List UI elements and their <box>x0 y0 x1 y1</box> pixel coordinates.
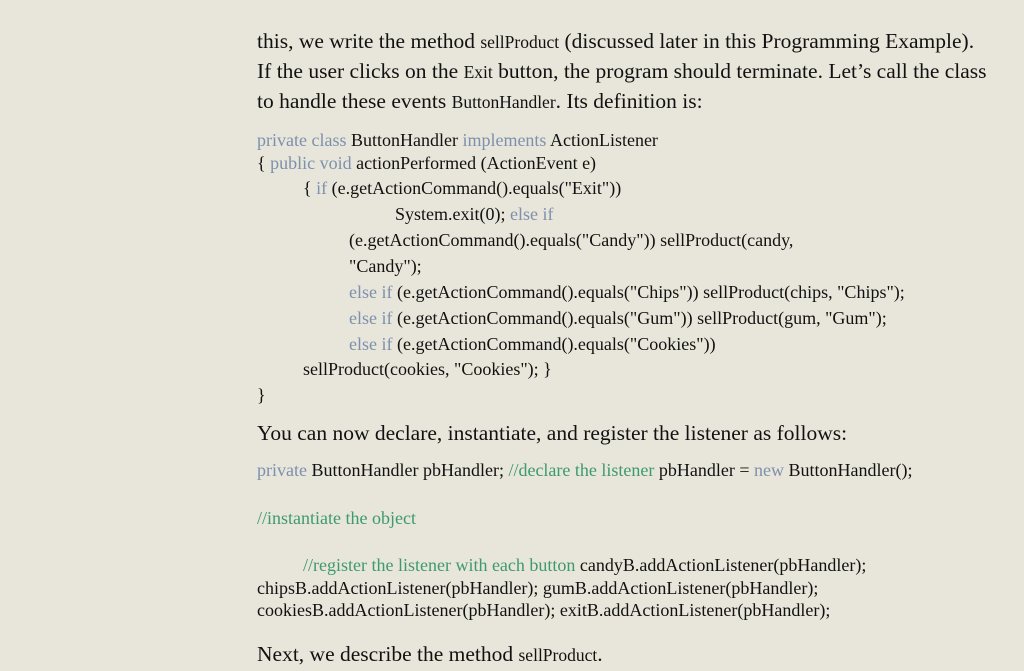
code-text: sellProduct(cookies, "Cookies"); } <box>303 359 552 379</box>
code-line-2 <box>257 150 596 176</box>
code-line-3 <box>257 175 621 201</box>
instantiate-comment-line <box>257 505 416 531</box>
next-paragraph <box>257 639 603 670</box>
code-text: System.exit(0); <box>395 204 510 224</box>
text: this, we write the method <box>257 29 481 53</box>
code-line-4 <box>257 201 553 227</box>
code-text: candyB.addActionListener(pbHandler); <box>575 555 867 575</box>
code-line-6 <box>257 253 422 279</box>
code-text: { <box>303 178 317 198</box>
code-text: "Candy"); <box>349 256 422 276</box>
inline-code: sellProduct <box>480 32 560 52</box>
intro-line-2 <box>257 56 987 87</box>
comment: //instantiate the object <box>257 508 416 528</box>
code-text: { <box>257 153 271 173</box>
keyword: else if <box>349 308 393 328</box>
keyword: implements <box>462 130 547 150</box>
keyword: else if <box>510 204 554 224</box>
code-text: pbHandler = <box>654 460 755 480</box>
text: Next, we describe the method <box>257 642 519 666</box>
text: button, the program should terminate. Let’s call the class <box>492 59 987 83</box>
code-text: } <box>257 385 266 405</box>
register-line-3 <box>257 597 830 623</box>
text: . Its definition is: <box>555 89 703 113</box>
code-text: chipsB.addActionListener(pbHandler); gumB.addActionListener(pbHandler); <box>257 578 819 598</box>
comment: //register the listener with each button <box>303 555 576 575</box>
code-text: actionPerformed (ActionEvent e) <box>351 153 597 173</box>
inline-code: Exit <box>463 62 493 82</box>
code-text: (e.getActionCommand().equals("Gum")) sellProduct(gum, "Gum"); <box>392 308 887 328</box>
text: You can now declare, instantiate, and register the listener as follows: <box>257 421 848 445</box>
code-text: (e.getActionCommand().equals("Candy")) sellProduct(candy, <box>349 230 794 250</box>
text: . <box>597 642 603 666</box>
inline-code: ButtonHandler <box>451 92 556 112</box>
code-line-8 <box>257 305 887 331</box>
keyword: private class <box>257 130 347 150</box>
code-line-7 <box>257 279 905 305</box>
code-line-9 <box>257 331 716 357</box>
keyword: public void <box>270 153 352 173</box>
intro-line-1 <box>257 26 974 57</box>
code-text: (e.getActionCommand().equals("Chips")) sellProduct(chips, "Chips"); <box>392 282 905 302</box>
text: to handle these events <box>257 89 452 113</box>
mid-paragraph <box>257 418 847 448</box>
code-text: (e.getActionCommand().equals("Exit")) <box>327 178 622 198</box>
code-text: cookiesB.addActionListener(pbHandler); exitB.addActionListener(pbHandler); <box>257 600 831 620</box>
code-text: (e.getActionCommand().equals("Cookies")) <box>392 334 716 354</box>
inline-code: sellProduct <box>518 645 598 665</box>
keyword: else if <box>349 334 393 354</box>
code-text: ButtonHandler(); <box>784 460 913 480</box>
text: If the user clicks on the <box>257 59 464 83</box>
declare-line <box>257 457 913 483</box>
code-text: ActionListener <box>546 130 658 150</box>
code-text: ButtonHandler <box>346 130 463 150</box>
keyword: new <box>754 460 785 480</box>
keyword: else if <box>349 282 393 302</box>
code-line-5 <box>257 227 793 253</box>
code-line-11 <box>257 382 266 408</box>
text: (discussed later in this Programming Example). <box>559 29 975 53</box>
comment: //declare the listener <box>508 460 655 480</box>
keyword: private <box>257 460 307 480</box>
intro-line-3 <box>257 86 703 117</box>
keyword: if <box>316 178 328 198</box>
code-line-10 <box>257 356 552 382</box>
code-text: ButtonHandler pbHandler; <box>306 460 509 480</box>
